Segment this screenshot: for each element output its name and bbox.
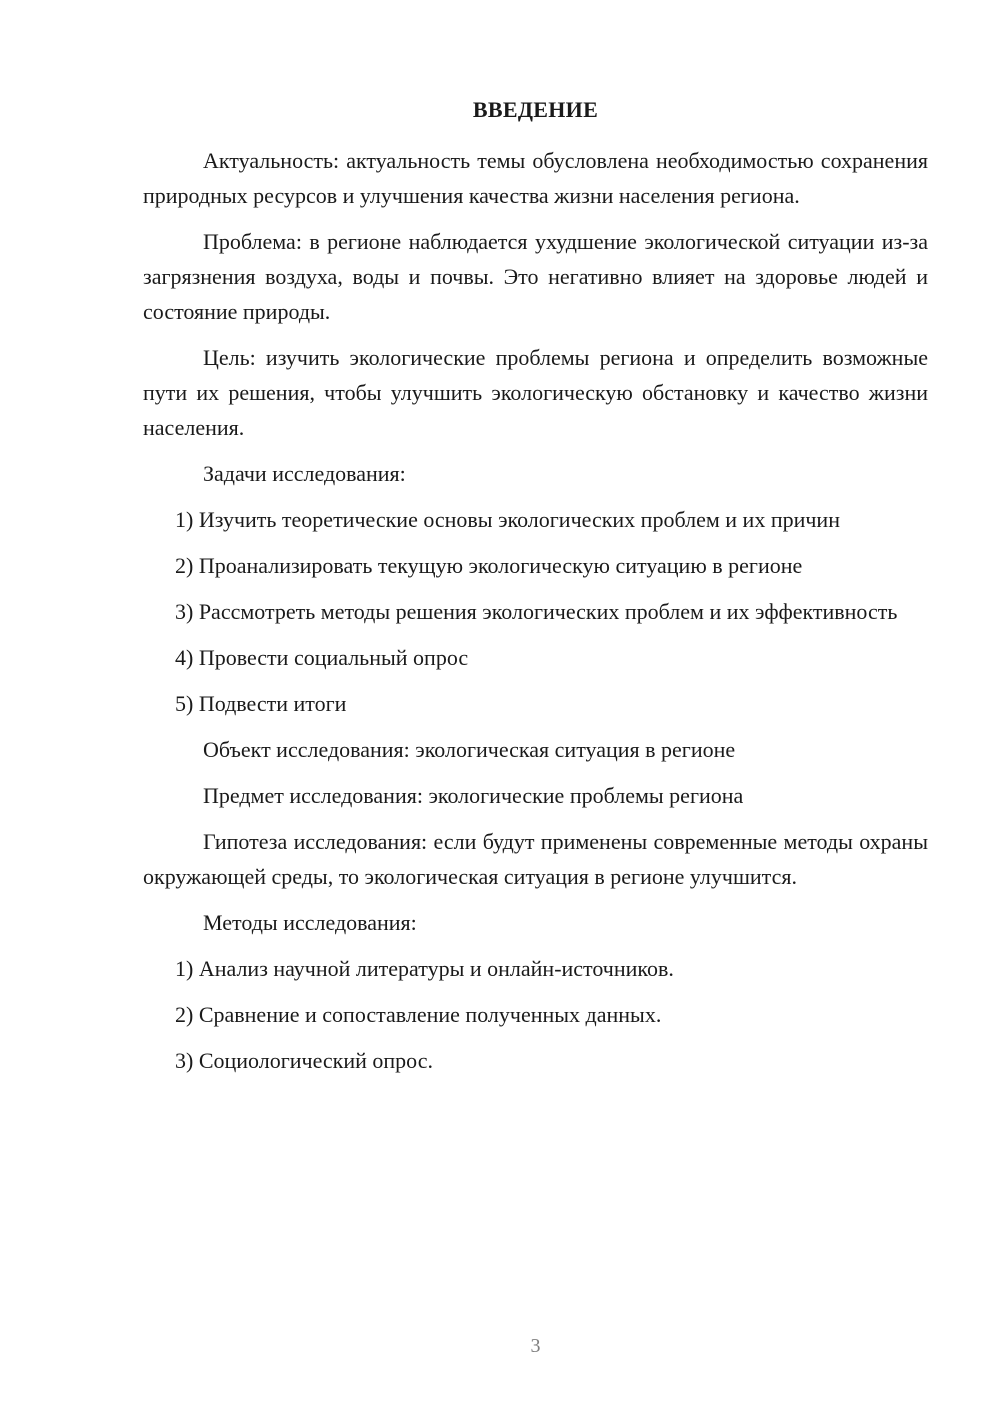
research-object: Объект исследования: экологическая ситуация в регионе <box>203 737 736 762</box>
task-item: 3) Рассмотреть методы решения экологических проблем и их эффективность <box>175 599 898 624</box>
method-item: 2) Сравнение и сопоставление полученных данных. <box>175 1002 662 1027</box>
research-hypothesis: Гипотеза исследования: если будут применены современные методы охраны окружающей среды, то экологическая ситуация в регионе улучшится. <box>143 829 928 889</box>
task-item: 1) Изучить теоретические основы экологических проблем и их причин <box>175 507 840 532</box>
relevance-paragraph: Актуальность: актуальность темы обусловлена необходимостью сохранения природных ресурсов и улучшения качества жизни населения региона. <box>143 148 928 208</box>
research-subject: Предмет исследования: экологические проблемы региона <box>203 783 744 808</box>
goal-paragraph: Цель: изучить экологические проблемы региона и определить возможные пути их решения, чтобы улучшить экологическую обстановку и качество жизни населения. <box>143 345 928 440</box>
page-title: ВВЕДЕНИЕ <box>472 97 599 122</box>
tasks-heading: Задачи исследования: <box>203 461 406 486</box>
task-item: 4) Провести социальный опрос <box>175 645 469 670</box>
page-number: 3 <box>530 1335 541 1357</box>
method-item: 3) Социологический опрос. <box>175 1048 433 1073</box>
task-item: 5) Подвести итоги <box>175 691 347 716</box>
document-body <box>143 143 928 1089</box>
methods-heading: Методы исследования: <box>203 910 417 935</box>
problem-paragraph: Проблема: в регионе наблюдается ухудшение экологической ситуации из-за загрязнения воздуха, воды и почвы. Это негативно влияет на здоровье людей и состояние природы. <box>143 229 928 324</box>
document-page <box>143 0 928 1414</box>
method-item: 1) Анализ научной литературы и онлайн-источников. <box>175 956 674 981</box>
task-item: 2) Проанализировать текущую экологическую ситуацию в регионе <box>175 553 803 578</box>
